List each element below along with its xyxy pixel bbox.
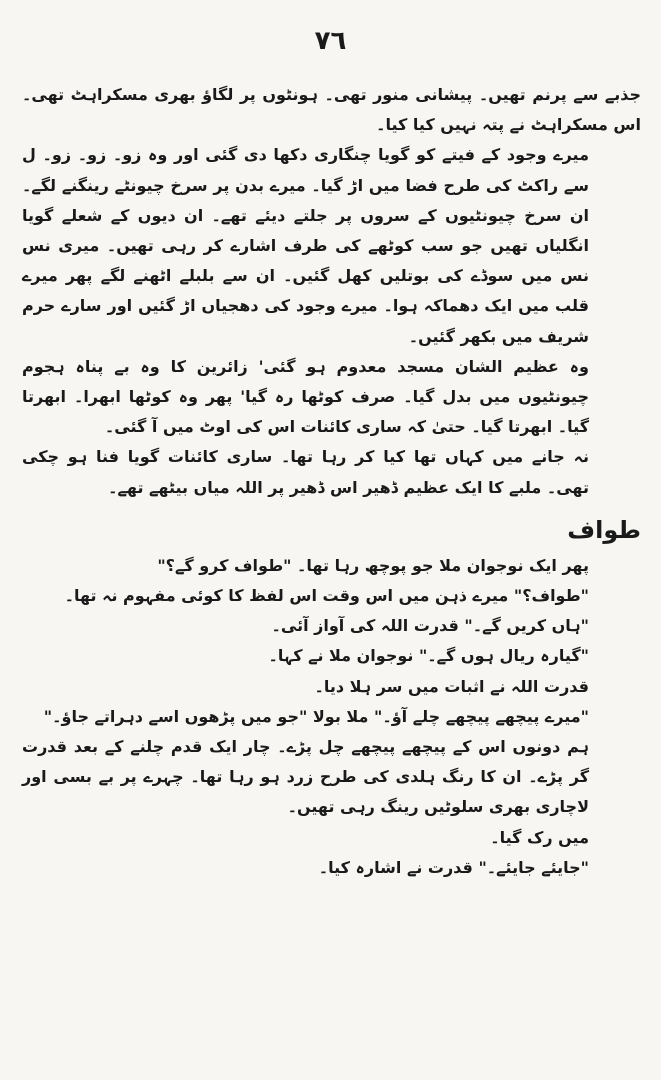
dialogue-line: "جایئے جایئے۔" قدرت نے اشارہ کیا۔ xyxy=(318,857,589,877)
dialogue-line: میں رک گیا۔ xyxy=(490,827,589,847)
dialogue-line: "میرے پیچھے پیچھے چلے آؤ۔" ملا بولا "جو میں پڑھوں اسے دہراتے جاؤ۔" xyxy=(43,706,589,726)
dialogue-line: پھر ایک نوجوان ملا جو پوچھ رہا تھا۔ "طواف کرو گے؟" xyxy=(157,555,589,575)
paragraph: جذبے سے پرنم تھیں۔ پیشانی منور تھی۔ ہونٹوں پر لگاؤ بھری مسکراہٹ تھی۔ اس مسکراہٹ نے پتہ نہیں کیا کیا۔ xyxy=(22,85,641,135)
page-number: ٧٦ xyxy=(314,26,347,56)
dialogue-line: "ہاں کریں گے۔" قدرت اللہ کی آواز آئی۔ xyxy=(271,616,589,636)
page-body xyxy=(22,80,641,883)
paragraph: میرے وجود کے فیتے کو گویا چنگاری دکھا دی گئی اور وہ زو۔ زو۔ زو۔ ل سے راکٹ کی طرح فضا میں اڑ گیا۔ میرے بدن پر سرخ چیونٹے رینگنے لگے۔ ان سرخ چیونٹیوں کے سروں پر جلتے دیئے تھے۔ ان دیوں کے شعلے گویا انگلیاں تھیں جو سب کوٹھے کی طرف اشارے کر رہی تھیں۔ میری نس نس میں سوڈے کی بوتلیں کھل گئیں۔ ان سے بلبلے اٹھنے لگے پھر میرے قلب میں ایک دھماکہ ہوا۔ میرے وجود کی دھجیاں اڑ گئیں اور سارے حرم شریف میں بکھر گئیں۔ xyxy=(22,145,589,346)
dialogue-line: "طواف؟" میرے ذہن میں اس وقت اس لفظ کا کوئی مفہوم نہ تھا۔ xyxy=(64,586,589,606)
dialogue-line: "گیارہ ریال ہوں گے۔" نوجوان ملا نے کہا۔ xyxy=(268,646,589,666)
paragraph: نہ جانے میں کہاں تھا کیا کر رہا تھا۔ ساری کائنات گویا فنا ہو چکی تھی۔ ملبے کا ایک عظیم ڈھیر اس ڈھیر پر اللہ میاں بیٹھے تھے۔ xyxy=(22,447,589,497)
dialogue-line: قدرت اللہ نے اثبات میں سر ہلا دیا۔ xyxy=(314,676,589,696)
section-heading: طواف xyxy=(567,515,641,544)
paragraph: ہم دونوں اس کے پیچھے پیچھے چل پڑے۔ چار ایک قدم چلنے کے بعد قدرت گر پڑے۔ ان کا رنگ ہلدی کی طرح زرد ہو رہا تھا۔ چہرے پر بے بسی اور لاچاری بھری سلوٹیں رینگ رہی تھیں۔ xyxy=(22,737,589,817)
paragraph: وہ عظیم الشان مسجد معدوم ہو گئی' زائرین کا وہ بے پناہ ہجوم چیونٹیوں میں بدل گیا۔ صرف کوٹھا رہ گیا' پھر وہ کوٹھا ابھرا۔ ابھرتا گیا۔ ابھرتا گیا۔ حتیٰ کہ ساری کائنات اس کی اوٹ میں آ گئی۔ xyxy=(22,356,589,437)
